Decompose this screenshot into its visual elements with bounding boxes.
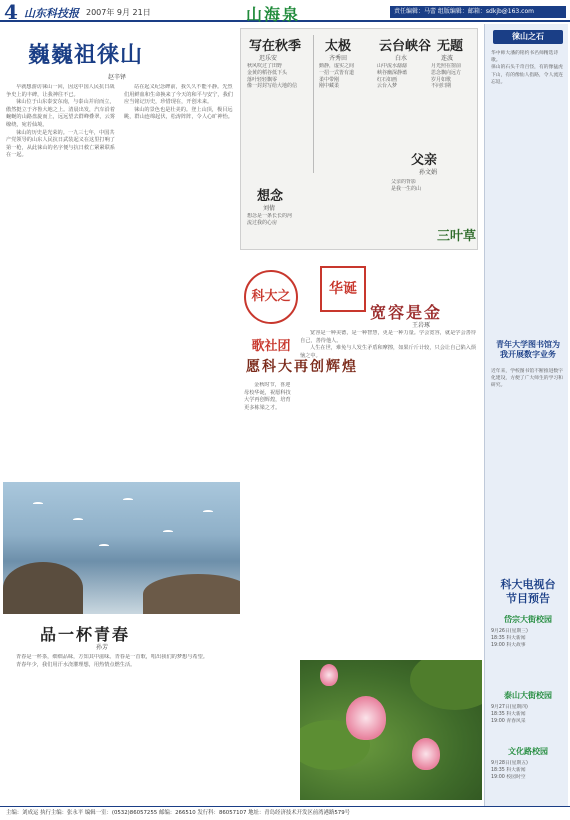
poem-title: 写在秋季: [249, 39, 302, 54]
poem-line: 父亲的背影: [391, 179, 417, 185]
poem-line: 像一封封写给大地的信: [247, 83, 298, 90]
main-article-title: 巍巍祖徕山: [28, 42, 144, 68]
poem-author: 连波: [441, 55, 454, 62]
schedule-heading: 文化路校园: [508, 747, 548, 756]
seagull-photo: [3, 482, 240, 614]
poem-author: 齐秀田: [329, 55, 348, 62]
poem-author: 白水: [395, 55, 408, 62]
article-paragraph: 青春是一杯茶，细细品味，方知其中滋味。青春是一首歌，唱出我们的梦想与希望。: [16, 654, 208, 660]
article-paragraph: 青春年少，我们用汗水浇灌理想，用热情点燃生活。: [16, 661, 136, 668]
main-paragraph: 徕山的景色也是壮美的。登上山顶，极目远眺，群山连绵起伏，松涛阵阵，令人心旷神怡。: [124, 106, 233, 121]
poem-author: 孙文娟: [419, 169, 438, 176]
lotus-leaf-shape: [410, 660, 482, 710]
lotus-flower-shape: [412, 738, 440, 770]
poem-line: 是我一生的山: [391, 185, 422, 192]
gull-icon: [33, 502, 43, 505]
rock-shape: [143, 574, 240, 614]
poem-title: 太极: [325, 39, 352, 54]
gull-icon: [99, 544, 109, 547]
schedule-list: [491, 760, 565, 800]
article-body: [6, 654, 240, 802]
schedule-item: 18:35 科大新闻: [491, 712, 526, 718]
schedule-item: 18:35 科大新闻: [491, 636, 526, 642]
poem-line: 刚中藏柔: [319, 83, 340, 90]
page-number: 4: [4, 0, 18, 24]
poem-line: 落叶轻轻飘零: [247, 76, 278, 83]
poem-line: 想念是一条长长的河: [247, 213, 293, 219]
main-paragraph: 徕山的历史是光荣的。一九三七年，中国共产党领导的山东人民抗日武装起义在这里打响了第一枪，从此徕山的名字便与抗日救亡紧紧联系在一起。: [6, 129, 115, 159]
rock-shape: [3, 562, 83, 614]
main-article-column-2: [124, 84, 236, 478]
poem-line: 岁月如歌: [431, 76, 452, 83]
poem-author: 迟乐安: [259, 55, 278, 62]
main-paragraph: 站在起义纪念碑前，我久久不能平静。先烈们用鲜血和生命换来了今天的和平与安宁，我们应当铭记历史，珍惜现在，开创未来。: [124, 84, 233, 106]
main-paragraph: 徕山位于山东泰安东南，与泰山并肩而立，傲然挺立于齐鲁大地之上。清晨出发，汽车沿着蜿蜒的山路盘旋而上，远远望去群峰叠翠，云雾缭绕，宛若仙境。: [6, 99, 115, 128]
article-title: 宽容是金: [370, 303, 443, 322]
lotus-flower-shape: [346, 696, 386, 740]
gull-icon: [73, 518, 83, 521]
poem-line: 红石如画: [377, 76, 398, 83]
gull-icon: [203, 510, 213, 513]
gull-icon: [163, 530, 173, 533]
section-title: 山海泉: [246, 5, 301, 24]
poem-title: 无题: [437, 39, 464, 54]
poem-title: 想念: [257, 189, 284, 204]
article-author: 孙芳: [96, 644, 109, 651]
poem-line: 秋风吹过了田野: [247, 63, 283, 69]
main-article-author: 赵辛铎: [108, 74, 127, 81]
article-title: 品一杯青春: [40, 625, 131, 644]
poem-panel: [240, 28, 478, 250]
poem-title: 云台峡谷: [379, 39, 432, 54]
gull-icon: [123, 498, 133, 501]
article-body: [300, 330, 480, 652]
paper-name: 山东科技报: [24, 7, 79, 20]
sidebar-paragraph: 华中师大潘的铭约书名师精选诗歌。: [491, 51, 559, 64]
schedule-item: 9月28日(星期五): [491, 761, 528, 766]
schedule-list: [491, 704, 565, 744]
poem-title: 父亲: [411, 153, 438, 168]
schedule-item: 18:35 科大新闻: [491, 768, 526, 774]
schedule-item: 19:00 科大故事: [491, 643, 526, 649]
sidebar-paragraph: 近年来，学校图书馆不断推进数字化建设，方便了广大师生的学习和研究。: [491, 369, 563, 389]
article-author: 王岩琢: [412, 322, 431, 329]
poem-line: 月光照在窗前: [431, 63, 462, 69]
round-seal: 科大之歌社团: [244, 270, 298, 324]
main-article-column-1: [6, 84, 118, 478]
article-paragraph: 金秋时节，喜迎母校华诞，祝愿科技大学再创辉煌，培育更多栋梁之才。: [244, 382, 291, 411]
poem-line: 山中流水潺潺: [377, 63, 408, 69]
article-title: 愿科大再创辉煌: [246, 359, 358, 375]
sidebar: [484, 24, 568, 806]
poem-title: 三叶草: [437, 229, 477, 244]
schedule-heading: 泰山大街校园: [504, 691, 552, 700]
main-paragraph: 早就想游访徕山一回，因这中国人民抗日战争史上的丰碑，让我神往不已。: [6, 84, 115, 98]
square-seal: 华诞: [320, 266, 366, 312]
article-paragraph: 宽容是一种美德，是一种智慧，更是一种力量。学会宽容，就是学会善待自己，善待他人。: [300, 330, 477, 344]
schedule-item: 9月27日(星期四): [491, 705, 528, 710]
lotus-photo: [300, 660, 482, 800]
poem-body: [431, 63, 477, 141]
poem-line: 不问归期: [431, 83, 452, 90]
poem-line: 一招一式皆有道: [319, 69, 355, 76]
editor-line: 责任编辑：马蕾 组版编辑：邮箱：sdkjb@163.com: [390, 6, 566, 18]
article-paragraph: 人生在世，难免与人发生矛盾和摩擦，如果斤斤计较，只会让自己陷入烦恼之中。: [300, 345, 477, 359]
schedule-item: 9月26日(星期三): [491, 629, 528, 634]
poem-line: 動静，虚实之间: [319, 63, 355, 69]
poem-body: [391, 179, 473, 219]
tv-title: 科大电视台: [500, 578, 556, 591]
column-divider: [313, 35, 314, 173]
poem-line: 云台入梦: [377, 83, 398, 90]
poem-author: 刘倩: [263, 205, 276, 212]
poem-body: [319, 63, 371, 171]
schedule-heading: 岱宗大街校园: [504, 615, 552, 624]
schedule-list: [491, 628, 565, 688]
poem-body: [247, 63, 309, 171]
sidebar-paragraph: 徕山的石头千奇百怪，有的像猛虎下山，有的像仙人指路，令人流连忘返。: [491, 65, 563, 85]
tv-subtitle: 节目预告: [506, 592, 550, 605]
article-body: [244, 382, 294, 802]
poem-line: 流过我的心房: [247, 219, 278, 226]
sidebar-feature-title: 青年大学图书馆为我开展数字业务: [496, 340, 560, 359]
poem-line: 柔中带刚: [319, 76, 340, 83]
poem-line: 思念飘向远方: [431, 69, 462, 76]
sidebar-intro: [491, 50, 565, 170]
issue-date: 2007年 9月 21日: [86, 8, 151, 17]
sidebar-section-title: 徕山之石: [493, 30, 563, 44]
schedule-item: 19:00 校园时空: [491, 775, 526, 781]
poem-line: 峡谷幽深静谧: [377, 69, 408, 76]
page-footer: 主编：刘成运 执行主编：张永平 编辑一室：(0532)86057255 邮编：266510 发行科：86057107 地址：青岛经济技术开发区前湾港路579号: [0, 806, 570, 820]
sidebar-feature-body: [491, 368, 565, 568]
poem-body: [247, 213, 337, 243]
lotus-bud-shape: [320, 664, 338, 686]
page-header: [0, 0, 570, 22]
schedule-item: 19:00 青春风采: [491, 719, 526, 725]
poem-line: 金黄的稻谷低下头: [247, 69, 288, 76]
